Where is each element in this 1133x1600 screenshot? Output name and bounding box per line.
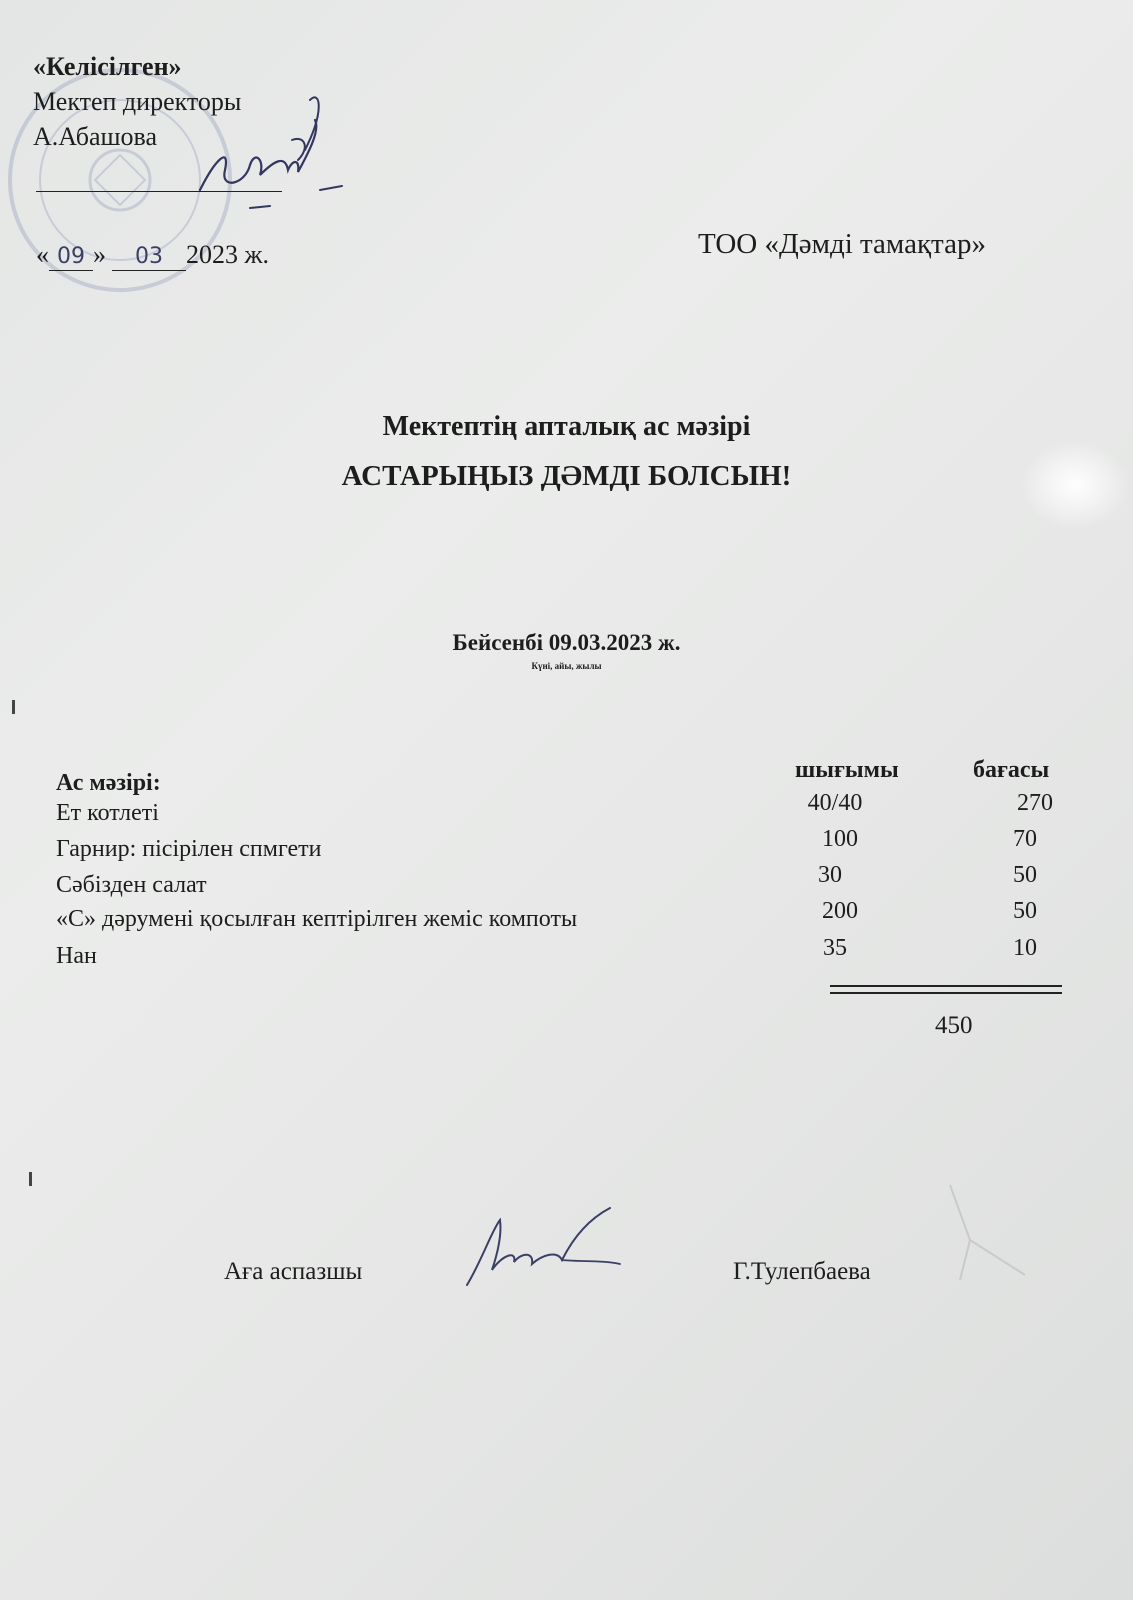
paper-crease bbox=[940, 1180, 1040, 1290]
menu-item-name: «С» дәрумені қосылған кептірілген жеміс компоты bbox=[56, 906, 578, 932]
date-day: 09 bbox=[49, 244, 93, 271]
day-date-caption: Күні, айы, жылы bbox=[531, 661, 602, 671]
chef-signature bbox=[462, 1200, 642, 1290]
day-date: Бейсенбі 09.03.2023 ж. bbox=[452, 630, 681, 655]
menu-item-portion: 100 bbox=[822, 826, 858, 852]
menu-item-name: Сәбізден салат bbox=[56, 872, 207, 898]
menu-item-price: 50 bbox=[1013, 862, 1037, 888]
menu-item-price: 50 bbox=[1013, 898, 1037, 924]
menu-total: 450 bbox=[935, 1012, 973, 1039]
chef-role: Аға аспазшы bbox=[224, 1258, 363, 1285]
column-portion-header: шығымы bbox=[795, 757, 899, 783]
paper-speck bbox=[12, 700, 15, 714]
menu-title: Мектептің апталық ас мәзірі bbox=[382, 411, 751, 442]
approval-name: А.Абашова bbox=[33, 122, 157, 151]
date-month: 03 bbox=[112, 244, 186, 271]
approval-role: Мектеп директоры bbox=[33, 87, 242, 116]
company-name: ТОО «Дәмді тамақтар» bbox=[698, 228, 986, 260]
column-price-header: бағасы bbox=[973, 757, 1050, 783]
date-suffix: 2023 ж. bbox=[186, 240, 269, 269]
chef-name: Г.Тулепбаева bbox=[733, 1258, 871, 1285]
menu-item-portion: 30 bbox=[818, 862, 842, 888]
menu-item-portion: 40/40 bbox=[807, 790, 863, 816]
menu-item-price: 270 bbox=[1017, 790, 1053, 816]
menu-item-name: Нан bbox=[56, 943, 97, 969]
menu-item-price: 70 bbox=[1013, 826, 1037, 852]
menu-item-portion: 200 bbox=[822, 898, 858, 924]
date-prefix: « bbox=[36, 240, 49, 269]
menu-item-portion: 35 bbox=[823, 935, 847, 961]
menu-heading: Ас мәзірі: bbox=[56, 770, 161, 796]
director-signature bbox=[170, 90, 350, 220]
menu-item-name: Ет котлеті bbox=[56, 800, 159, 826]
approval-title: «Келісілген» bbox=[33, 52, 182, 81]
menu-item-name: Гарнир: пісірілен спмгети bbox=[56, 836, 322, 862]
menu-slogan: АСТАРЫҢЫЗ ДӘМДІ БОЛСЫН! bbox=[341, 460, 792, 492]
date-mid: » bbox=[93, 240, 106, 269]
paper-speck bbox=[29, 1172, 32, 1186]
approval-date bbox=[36, 240, 269, 271]
menu-item-price: 10 bbox=[1013, 935, 1037, 961]
total-double-rule bbox=[830, 985, 1062, 994]
